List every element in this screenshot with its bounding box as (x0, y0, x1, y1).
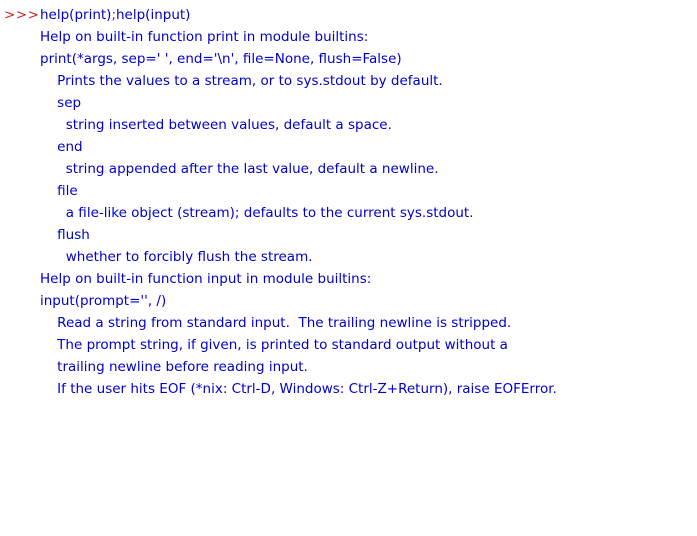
output-text: Prints the values to a stream, or to sys.stdout by default. (40, 73, 443, 89)
output-line (0, 136, 697, 158)
output-text: sep (40, 95, 82, 111)
output-text: file (40, 183, 78, 199)
output-line (0, 334, 697, 356)
output-line (0, 268, 697, 290)
output-line (0, 114, 697, 136)
output-text: input(prompt='', /) (40, 293, 167, 309)
output-text: Read a string from standard input. The trailing newline is stripped. (40, 315, 512, 331)
output-line (0, 356, 697, 378)
output-text: a file-like object (stream); defaults to the current sys.stdout. (40, 205, 474, 221)
output-text: whether to forcibly flush the stream. (40, 249, 313, 265)
output-text: If the user hits EOF (*nix: Ctrl-D, Windows: Ctrl-Z+Return), raise EOFError. (40, 381, 557, 397)
output-line (0, 70, 697, 92)
output-text: print(*args, sep=' ', end='\n', file=None, flush=False) (40, 51, 402, 67)
output-text: The prompt string, if given, is printed to standard output without a (40, 337, 508, 353)
output-line (0, 26, 697, 48)
output-text: end (40, 139, 83, 155)
output-line (0, 180, 697, 202)
output-line (0, 290, 697, 312)
output-line (0, 312, 697, 334)
prompt-indicator: >>> (4, 7, 40, 23)
input-segment-help-print: help(print) (40, 7, 112, 23)
input-segment-semicolon: ; (111, 7, 116, 23)
output-line (0, 158, 697, 180)
output-line (0, 246, 697, 268)
output-text: flush (40, 227, 90, 243)
output-line (0, 224, 697, 246)
output-text: string appended after the last value, default a newline. (40, 161, 439, 177)
output-line (0, 48, 697, 70)
console-input-line[interactable] (0, 4, 697, 26)
output-line (0, 378, 697, 400)
input-expression[interactable] (40, 4, 190, 26)
output-line (0, 202, 697, 224)
input-segment-help-input: help(input) (116, 7, 191, 23)
output-text: string inserted between values, default a space. (40, 117, 392, 133)
output-line (0, 92, 697, 114)
output-text: Help on built-in function print in module builtins: (40, 29, 369, 45)
output-text: Help on built-in function input in module builtins: (40, 271, 372, 287)
output-text: trailing newline before reading input. (40, 359, 308, 375)
